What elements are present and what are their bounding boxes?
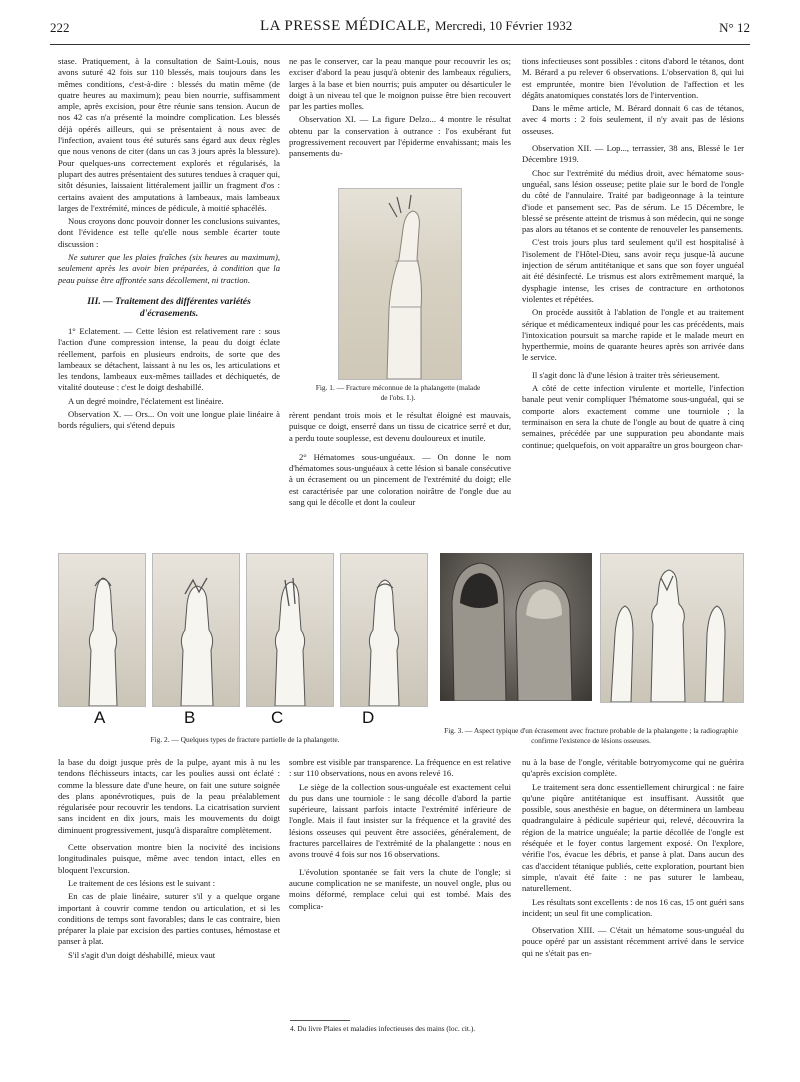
paragraph: Dans le même article, M. Bérard donnait 6 cas de tétanos, avec 4 morts : 2 fois seulement, il n'y avait pas de lésions osseuses. bbox=[522, 103, 744, 136]
paragraph: Observation X. — Ors... On voit une longue plaie linéaire à bords réguliers, qui s'étend depuis bbox=[58, 409, 280, 431]
paragraph: Observation XII. — Lop..., terrassier, 38 ans, Blessé le 1er Décembre 1919. bbox=[522, 143, 744, 165]
paragraph: ne pas le conserver, car la peau manque pour recouvrir les os; exciser d'abord la peau jusqu'à obtenir des lambeaux réguliers, larges à la base et bien nourris; puis amputer ou désarticuler le doigt à un niveau tel que le moignon puisse être bien recouvert par les parties molles. bbox=[289, 56, 511, 112]
finger-bone-icon bbox=[153, 554, 239, 706]
finger-bone-icon bbox=[341, 554, 427, 706]
paragraph: Observation XIII. — C'était un hématome sous-unguéal du pouce opéré par un assistant récemment arrivé dans le service qui ne s'était pas en- bbox=[522, 925, 744, 958]
paragraph: 2° Hématomes sous-unguéaux. — On donne le nom d'hématomes sous-unguéaux à cette lésion si banale consécutive à un écrasement ou un pincement de l'extrémité du doigt; elle est caractérisée par une coloration noirâtre de l'ongle due au sang qui le décolle et dont la couleur bbox=[289, 451, 511, 508]
paragraph: stase. Pratiquement, à la consultation de Saint-Louis, nous avons suturé 42 fois sur 110 blessés, mais toujours dans les mêmes conditions, c'est-à-dire : blessés du matin même (de quatre heures au maximum); peau bien nourrie, suffisamment ample, après excision, pour être réunie sans tension. Aucun de nos 42 cas n'a présenté la moindre complication. Les blessés déjà opérés ailleurs, qui se présentaient à nous avec de l'infection, avaient tous été suturés sans égard aux deux règles que nous venons de citer (dans un cas 3 jours après la blessure). Pour quelques-uns correctement explorés et régularisés, la plupart des autres présentaient des sutures tendues à craquer qui, sitôt désunies, laissaient littéralement jaillir un fragment d'os : certains avaient des amputations à lambeaux, mais lambeaux larges de l'extrémité, minces de pédicule, à moitié sphacélés. bbox=[58, 56, 280, 213]
paragraph: Le traitement de ces lésions est le suivant : bbox=[68, 877, 216, 888]
header-rule bbox=[50, 44, 750, 45]
paragraph: L'évolution spontanée se fait vers la chute de l'ongle; si aucune complication ne se manifeste, un nouvel ongle, plus ou moins déformé, remplace celui qui est tombé. Mais des complica- bbox=[289, 866, 511, 911]
paragraph: Observation XI. — La figure Delzo... 4 montre le résultat obtenu par la conservation à outrance : l'os exubérant fut progressivement recouvert par l'épiderme envahissant; mais les pansements du- bbox=[289, 114, 511, 159]
paragraph: En cas de plaie linéaire, suturer s'il y a quelque organe important à couvrir comme tendon ou articulation, et si les conditions de temps sont favorables; dans le cas contraire, bien préparer la plaie par excision des parties contuses, hémostase et panser à plat. bbox=[58, 891, 280, 947]
finger-bone-icon bbox=[601, 554, 743, 702]
crushed-thumb-photo-icon bbox=[440, 553, 592, 701]
paragraph: Nous croyons donc pouvoir donner les conclusions suivantes, dont l'évidence est telle qu'elle nous semble écarter toute discussion : bbox=[58, 216, 280, 249]
figure-2-xray-d bbox=[340, 553, 428, 707]
finger-bone-icon bbox=[247, 554, 333, 706]
paragraph: A un degré moindre, l'éclatement est linéaire. bbox=[68, 395, 224, 406]
column-3-bottom bbox=[522, 757, 744, 961]
paragraph: Il s'agit donc là d'une lésion à traiter très sérieusement. bbox=[532, 369, 720, 380]
figure-2-label-c: C bbox=[271, 708, 284, 727]
paragraph: Le siège de la collection sous-unguéale est exactement celui du pus dans une tourniole : le sang décolle d'abord la partie supérieure, laissant parfois intacte l'extrémité inférieure de l'ongle. Mais il faut insister sur la fréquence et la gravité des lésions osseuses qui peuvent être associées, généralement, de fractures parcellaires de l'extrémité de la phalangette : nous en avons trouvé 4 fois sur nos 16 observations. bbox=[289, 781, 511, 860]
paragraph: la base du doigt jusque près de la pulpe, ayant mis à nu les tendons fléchisseurs intacts, car les poulies aussi ont éclaté : comme la blessure date d'une heure, on fait une suture soignée des plans aponévrotiques, puis de la peau préalablement régularisée pour recouvrir les tendons. La cicatrisation survient sans incident en dix jours, mais les mouvements du doigt diminuent progressivement, jusqu'à disparaître complètement. bbox=[58, 757, 280, 835]
page-header bbox=[50, 18, 750, 38]
finger-bone-icon bbox=[59, 554, 145, 706]
paragraph: Le traitement sera donc essentiellement chirurgical : ne faire qu'une piqûre antitétanique est insuffisant. Aussitôt que possible, sous anesthésie en bague, on déterminera un lambeau quadrangulaire à pédicule supérieur qui, relevé, découvrira la région de la matrice unguéale; la partie décollée de l'ongle est réséquée et le foyer contus largement exposé. On l'explore, vérifie l'os, évacue les débris, et panse à plat. Dans aucun des cas d'accident tétanique publiés, cette exploration, pourtant bien simple, n'avait été faite : ne pas suturer le lambeau, naturellement. bbox=[522, 781, 744, 894]
issue-number: N° 12 bbox=[719, 20, 750, 35]
paragraph: 1° Eclatement. — Cette lésion est relativement rare : sous l'action d'une compression intense, la peau du doigt éclate réellement, parfois en plusieurs endroits, de sorte que des lambeaux se détachent, laissant à nu les os, les articulations et les tendons, lambeaux eux-mêmes taillades et déchiquetés, de vitalité douteuse : c'est le doigt deshabillé. bbox=[58, 325, 280, 393]
figure-1-caption: Fig. 1. — Fracture méconnue de la phalangette (malade de l'obs. I.). bbox=[315, 383, 481, 402]
figure-2-xray-c bbox=[246, 553, 334, 707]
figure-2-label-d: D bbox=[362, 708, 375, 727]
column-2-mid bbox=[289, 410, 511, 510]
section-heading: III. — Traitement des différentes variétés d'écrasements. bbox=[87, 295, 251, 319]
paragraph: C'est trois jours plus tard seulement qu'il est hospitalisé à l'isolement de l'Hôtel-Dieu, sans avoir reçu jusque-là aucune injection de sérum antitétanique et sans que son foyer unguéal ait été désinfecté. Le trismus est alors extrêmement marqué, la dysphagie intense, les crises de contracture en orthotonos violentes et répétées. bbox=[522, 237, 744, 304]
paragraph: Cette observation montre bien la nocivité des incisions longitudinales puisque, même avec tendon intact, elles en bloquent l'excursion. bbox=[58, 842, 280, 875]
figure-3-photograph bbox=[440, 553, 592, 701]
paragraph: sombre est visible par transparence. La fréquence en est relative : sur 110 observations, nous en avons relevé 16. bbox=[289, 757, 511, 779]
paragraph: Choc sur l'extrémité du médius droit, avec hématome sous-unguéal, sans lésion osseuse; petite plaie sur le bord de l'ongle du côté de l'annulaire. Traité par badigeonnage à la teinture d'iode et pansement sec. Pas de sérum. Le 15 Décembre, le blessé se présente atteint de trismus à son médecin, qui ne songe pas alors au tétanos et se contente de renouveler les pansements. bbox=[522, 167, 744, 235]
paragraph: nu à la base de l'ongle, véritable botryomycome qui ne guérira qu'après excision complète. bbox=[522, 757, 744, 779]
figure-2-xray-b bbox=[152, 553, 240, 707]
journal-name: LA PRESSE MÉDICALE, bbox=[260, 18, 431, 34]
figure-1-radiograph bbox=[338, 188, 462, 380]
finger-xray-graphic bbox=[339, 189, 461, 379]
figure-3-radiograph bbox=[600, 553, 744, 703]
figure-2-label-b: B bbox=[184, 708, 196, 727]
paragraph: rèrent pendant trois mois et le résultat éloigné est mauvais, puisque ce doigt, enserré dans un tissu de cicatrice serré et dur, a perdu toute souplesse, est devenu douloureux et inutile. bbox=[289, 410, 511, 443]
figure-2-xray-a bbox=[58, 553, 146, 707]
column-1-bottom bbox=[58, 757, 280, 963]
footnote-rule bbox=[290, 1020, 350, 1021]
figure-3-caption: Fig. 3. — Aspect typique d'un écrasement avec fracture probable de la phalangette ; la radiographie confirme l'existence de lésions osseuses. bbox=[444, 726, 738, 745]
paragraph: S'il s'agit d'un doigt déshabillé, mieux vaut bbox=[68, 949, 216, 960]
column-3-top bbox=[522, 56, 744, 453]
footnote: 4. Du livre Plaies et maladies infectieuses des mains (loc. cit.). bbox=[290, 1024, 476, 1033]
paragraph: tions infectieuses sont possibles : citons d'abord le tétanos, dont M. Bérard a pu relever 6 observations. L'observation 8, qui lui est empruntée, montre bien l'évolution de l'affection et les dégâts anatomiques constatés lors de l'intervention. bbox=[522, 56, 744, 100]
figure-2-caption: Fig. 2. — Quelques types de fracture partielle de la phalangette. bbox=[150, 735, 340, 744]
page-number: 222 bbox=[50, 20, 70, 35]
paragraph: Les résultats sont excellents : de nos 16 cas, 15 ont guéri sans incident; un seul fit une complication. bbox=[522, 896, 744, 918]
column-2-bottom bbox=[289, 757, 511, 914]
column-1-top bbox=[58, 56, 280, 434]
journal-title bbox=[260, 18, 572, 35]
paragraph: Ne suturer que les plaies fraîches (six heures au maximum), seulement après les avoir bien préparées, à condition que la peau puisse être affrontée sans décollement, ni traction. bbox=[58, 252, 280, 285]
paragraph: On procède aussitôt à l'ablation de l'ongle et au traitement sérique et médicamenteux indiqué pour les cas précédents, mais l'intoxication poursuit sa marche rapide et le malade meurt en hyperthermie, moins de quarante heures après son arrivée dans le service. bbox=[522, 307, 744, 363]
issue-date: Mercredi, 10 Février 1932 bbox=[435, 18, 573, 33]
column-2-top bbox=[289, 56, 511, 162]
figure-2-label-a: A bbox=[94, 708, 106, 727]
paragraph: A côté de cette infection virulente et mortelle, l'infection banale peut venir compliquer l'hématome sous-unguéal, qui se comporte alors exactement comme une tourniole ; la terminaison en sera la chute de l'ongle au bout de quatre à cinq semaines, précédée par une suppuration peu abondante mais continue; quelquefois, on voit apparaître un gros bourgeon char- bbox=[522, 383, 744, 450]
